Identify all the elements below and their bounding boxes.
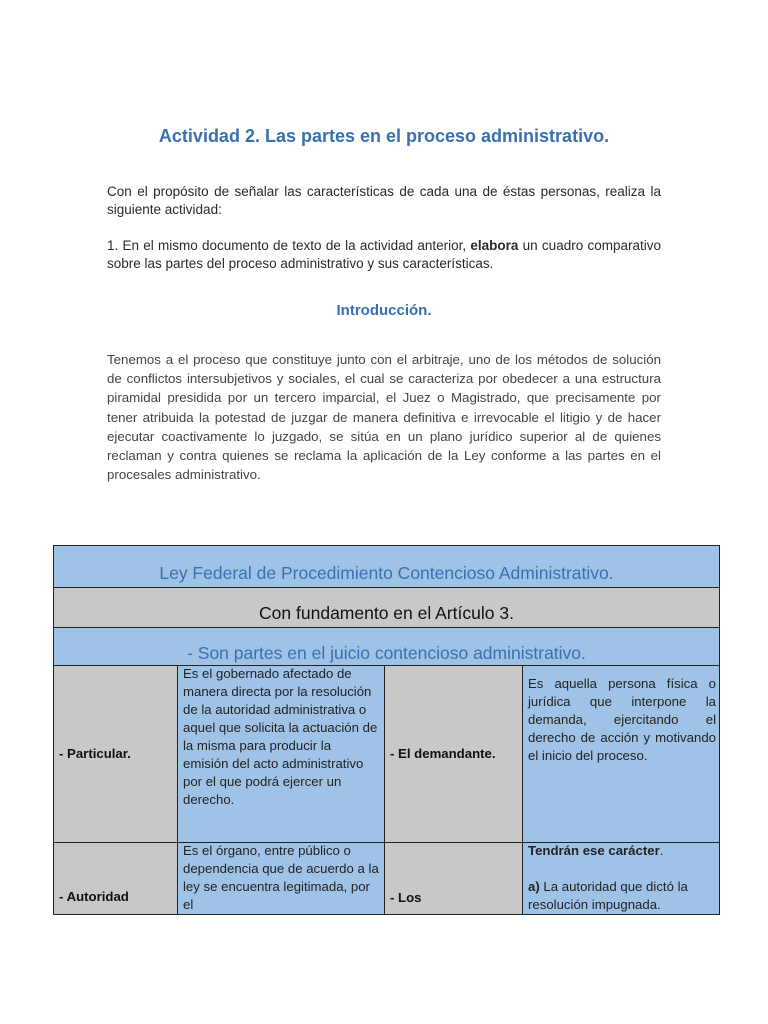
desc-text: Es el órgano, entre público o dependencia que de acuerdo a la ley se encuentra legitimada, por el (183, 843, 379, 912)
row-desc-particular (178, 666, 385, 843)
row-desc-autoridad (178, 843, 385, 915)
comparison-table (53, 545, 720, 915)
task-bold-word: elabora (470, 238, 519, 253)
label-text: - Particular. (59, 746, 131, 761)
desc-bold: Tendrán ese carácter (528, 843, 660, 858)
row-desc-los (523, 843, 720, 915)
row-label-demandante (385, 666, 523, 843)
row-label-particular (54, 666, 178, 843)
row-label-autoridad (54, 843, 178, 915)
desc-item-marker: a) (528, 879, 540, 894)
row-desc-demandante (523, 666, 720, 843)
instructions-paragraph: Con el propósito de señalar las características de cada una de éstas personas, realiza la siguiente actividad: (107, 184, 661, 217)
table-header-law: Ley Federal de Procedimiento Contencioso Administrativo. (54, 546, 719, 588)
label-text: - El demandante. (390, 746, 496, 761)
task-paragraph (107, 237, 661, 273)
intro-paragraph: Tenemos a el proceso que constituye junto con el arbitraje, uno de los métodos de solución de conflictos intersubjetivos y sociales, el cual se caracteriza por obedecer a una estructura piramidal presidida por un tercero imparcial, el Juez o Magistrado, que precisamente por tener atribuida la potestad de juzgar de manera definitiva e irrevocable el litigio y de hacer ejecutar coactivamente lo juzgado, se sitúa en un plano jurídico superior al de quienes reclaman y contra quienes se reclama la aplicación de la Ley conforme a las partes en el procesales administrativo. (107, 352, 661, 483)
desc-item (528, 878, 716, 914)
intro-heading: Introducción. (336, 302, 432, 319)
desc-text: Es el gobernado afectado de manera directa por la resolución de la autoridad administrativa o aquel que solicita la actuación de la misma para producir la emisión del acto administrativo por el que podrá ejercer un derecho. (183, 666, 378, 807)
page-title: Actividad 2. Las partes en el proceso administrativo. (158, 126, 610, 146)
task-text-end: un cuadro comparativo sobre las partes del proceso administrativo y sus características. (107, 238, 661, 271)
label-text: - Los (390, 890, 422, 905)
row-label-los (385, 843, 523, 915)
desc-bold-suffix: . (659, 843, 664, 858)
label-text: - Autoridad (59, 889, 129, 904)
desc-item-text: La autoridad que dictó la resolución impugnada. (528, 879, 688, 912)
table-header-article: Con fundamento en el Artículo 3. (54, 588, 719, 628)
task-text-start: 1. En el mismo documento de texto de la actividad anterior, (107, 238, 467, 253)
table-header-parties: - Son partes en el juicio contencioso administrativo. (54, 628, 719, 666)
desc-text: Es aquella persona física o jurídica que interpone la demanda, ejercitando el derecho de acción y motivando el inicio del proceso. (528, 676, 716, 763)
